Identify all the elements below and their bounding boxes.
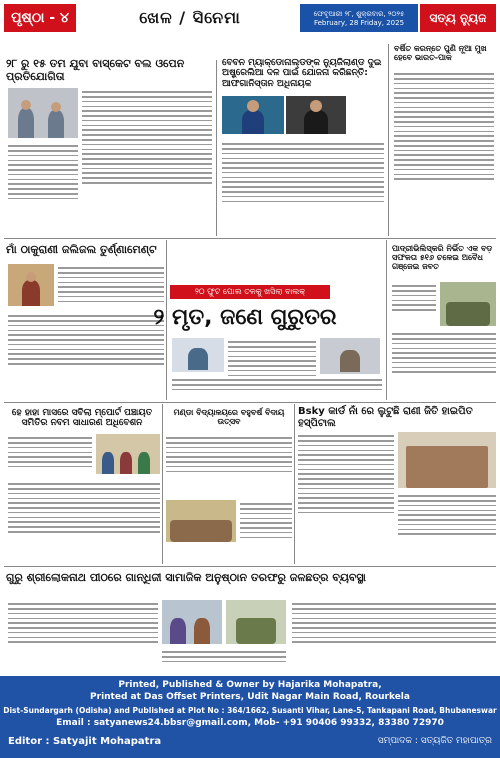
article-8-headline: ମଣ୍ଡା ବିଦ୍ୟାଳୟରେ ବହୁବର୍ଷ ବିଦାୟ ଉତ୍ସବ bbox=[173, 408, 285, 427]
article-9-body-2 bbox=[398, 492, 496, 562]
article-2-headline: ବେବନ ମ୍ୟାକ୍ଡୋନାଲ୍ଡଙ୍କ ନ୍ୟୁଜିଲାଣ୍ଡ ଦୁଇ ଅଷ୍ଟ୍ରେଲିଆ ଦଳ ପାଇଁ ଯୋଜନା କରିଛନ୍ତି: ଆଫଗାନିସ୍ତାନ ଅଧିନାୟକ bbox=[222, 58, 382, 89]
date-odia: ଫେବୃଆରୀ ୨୮, ଶୁକ୍ରବାର, ୨୦୨୫ bbox=[313, 9, 405, 18]
article-7-photo bbox=[96, 434, 160, 474]
article-8-body bbox=[166, 434, 292, 496]
row-divider bbox=[4, 238, 496, 239]
footer-line-2: Printed at Das Offset Printers, Udit Nagar Main Road, Rourkela bbox=[90, 692, 410, 702]
article-6-body bbox=[392, 282, 436, 332]
article-10-photo-2 bbox=[226, 600, 286, 644]
article-6-photo bbox=[440, 282, 496, 326]
article-2-body bbox=[222, 140, 384, 236]
article-2-photo-2 bbox=[286, 96, 346, 134]
article-6-headline: ପାଦ୍ରୀଭିଲିସ୍କରି ନିର୍ଭିତ ଏକ ବଡ଼ ସଫଳତା ୫୧୬ ଚଳେଇ ଅବୈଧ ଗଞ୍ଜେଇ ଜବତ bbox=[392, 244, 493, 272]
masthead bbox=[0, 0, 500, 38]
section-title: ଖେଳ / ସିନେମା bbox=[139, 8, 241, 27]
article-10-photo bbox=[162, 600, 222, 644]
article-9-photo bbox=[398, 432, 496, 488]
article-9-body bbox=[298, 432, 394, 562]
date-box bbox=[300, 4, 418, 32]
article-5-headline: ୨ ମୃତ, ଜଣେ ଗୁରୁତର bbox=[153, 305, 337, 330]
article-5-body-2 bbox=[172, 376, 382, 400]
article-4-photo bbox=[8, 264, 54, 306]
article-5-photo-2 bbox=[320, 338, 380, 374]
column-divider bbox=[162, 404, 163, 564]
footer-editor: Editor : Satyajit Mohapatra bbox=[8, 736, 162, 747]
column-divider bbox=[388, 44, 389, 236]
article-7-headline: ହେ ହାହା ମାସରେ ସବିଲା ମ୍ପୋର୍ଟ ପଞ୍ଚାୟତ ସମିତିର ନବମ ସାଧାରଣ ଅଧିବେଶନ bbox=[11, 408, 153, 429]
date-english: February, 28 Friday, 2025 bbox=[313, 18, 405, 27]
article-8-body-2 bbox=[240, 500, 292, 562]
article-7-body-2 bbox=[8, 480, 160, 562]
page-number-tag: ପୃଷ୍ଠା - ୪ bbox=[4, 4, 76, 32]
article-10-body-2 bbox=[162, 648, 286, 672]
article-2-photo bbox=[222, 96, 284, 134]
article-3-body bbox=[394, 70, 494, 236]
article-4-headline: ମାଁ ଠାକୁରାଣୀ ଜଲିଜଲ ତୁର୍ଣ୍ଣାମେଣ୍ଟ bbox=[6, 243, 157, 256]
newspaper-logo: ସତ୍ୟ ନ୍ୟୁଜ bbox=[420, 4, 496, 32]
article-7-body bbox=[8, 434, 92, 486]
column-divider bbox=[386, 240, 387, 400]
article-10-body-3 bbox=[292, 600, 496, 672]
article-5-banner: ୨୦ ଫୁଟ ପୋଲ ତଳକୁ ଖସିଲା ବାଲକ୍ bbox=[170, 285, 330, 299]
column-divider bbox=[294, 404, 295, 564]
article-1-photo bbox=[8, 88, 78, 138]
article-8-photo bbox=[166, 500, 236, 542]
article-10-headline: ଗୁରୁ ଶ୍ରୀଲୋକନାଥ ପୀଠରେ ଗାନ୍ଧିଜୀ ସାମାଜିକ ଅନୁଷ୍ଠାନ ତରଫରୁ ଜଳଛତ୍ର ବ୍ୟବସ୍ଥା bbox=[6, 571, 366, 584]
article-1-body-2 bbox=[8, 142, 78, 232]
article-3-headline: ବର୍ଷିତ କରନ୍ତେ ପୁଣି ନୂଆ ମୁଖ ହେବେ ଭାରତ-ପାକ bbox=[394, 44, 487, 63]
row-divider bbox=[4, 402, 496, 403]
article-10-body bbox=[8, 600, 158, 672]
article-1-body bbox=[82, 88, 212, 228]
footer-line-3: Dist-Sundargarh (Odisha) and Published at Plot No : 364/1662, Susanti Vihar, Lane-5, Tankapani Road, Bhubaneswar bbox=[3, 706, 497, 715]
article-9-headline: Bsky କାର୍ଡ ନାଁ ରେ ଲୁଟୁଛି ରାଣୀ ଜିତି ହାଇପିତ ହସ୍ପିଟାଲ bbox=[298, 406, 473, 429]
footer-contact: Email : satyanews24.bbsr@gmail.com, Mob- +91 90406 99332, 83380 72970 bbox=[56, 718, 444, 728]
article-1-headline: ୨୮ ରୁ ୧୫ ତମ ଯୁବା ବାସ୍କେଟ ବଲ ଓପେନ ପ୍ରତିଯୋଗିତା bbox=[6, 57, 185, 83]
footer-editor-odia: ସମ୍ପାଦକ : ସତ୍ୟଜିତ ମହାପାତ୍ର bbox=[377, 736, 492, 746]
row-divider bbox=[4, 566, 496, 567]
footer-line-1: Printed, Published & Owner by Hajarika Mohapatra, bbox=[118, 680, 382, 690]
column-divider bbox=[216, 60, 217, 236]
article-6-body-2 bbox=[392, 330, 496, 400]
imprint-footer bbox=[0, 676, 500, 758]
article-5-photo bbox=[172, 338, 224, 372]
